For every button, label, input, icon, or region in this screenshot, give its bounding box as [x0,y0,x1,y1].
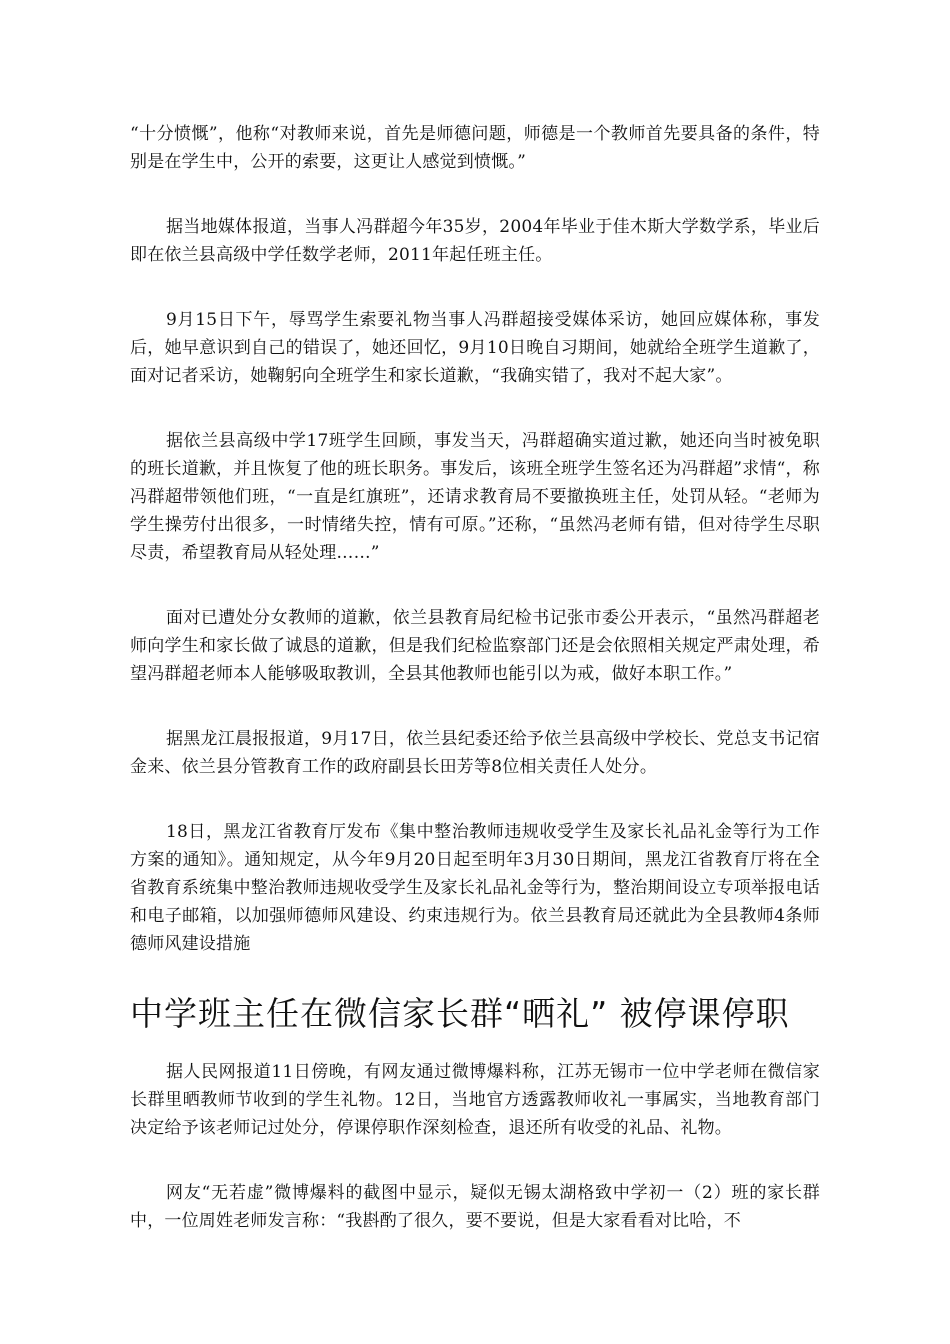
paragraph-apology: 9月15日下午，辱骂学生索要礼物当事人冯群超接受媒体采访，她回应媒体称，事发后，她早意识到自己的错误了，她还回忆，9月10日晚自习期间，她就给全班学生道歉了，面对记者采访，她鞠躬向全班学生和家长道歉，“我确实错了，我对不起大家”。 [130,310,820,386]
paragraph-teacher-quote: “十分愤慨”，他称“对教师来说，首先是师德问题，师德是一个教师首先要具备的条件，特别是在学生中，公开的索要，这更让人感觉到愤慨。” [130,124,820,172]
paragraph-student-plea: 据依兰县高级中学17班学生回顾，事发当天，冯群超确实道过歉，她还向当时被免职的班长道歉，并且恢复了他的班长职务。事发后，该班全班学生签名还为冯群超”求情“，称冯群超带领他们班，“一直是红旗班”，还请求教育局不要撤换班主任，处罚从轻。“老师为学生操劳付出很多，一时情绪失控，情有可原。”还称，“虽然冯老师有错，但对待学生尽职尽责，希望教育局从轻处理……” [130,431,820,563]
paragraph-officials-punished: 据黑龙江晨报报道，9月17日，依兰县纪委还给予依兰县高级中学校长、党总支书记宿金来、依兰县分管教育工作的政府副县长田芳等8位相关责任人处分。 [130,729,820,777]
paragraph-background: 据当地媒体报道，当事人冯群超今年35岁，2004年毕业于佳木斯大学数学系，毕业后即在依兰县高级中学任数学老师，2011年起任班主任。 [130,217,820,265]
paragraph-wuxi-report: 据人民网报道11日傍晚，有网友通过微博爆料称，江苏无锡市一位中学老师在微信家长群里晒教师节收到的学生礼物。12日，当地官方透露教师收礼一事属实，当地教育部门决定给予该老师记过处分，停课停职作深刻检查，退还所有收受的礼品、礼物。 [130,1062,820,1138]
paragraph-weibo-screenshot: 网友“无若虚”微博爆料的截图中显示，疑似无锡太湖格致中学初一（2）班的家长群中，一位周姓老师发言称：“我斟酌了很久，要不要说，但是大家看看对比哈，不 [130,1183,820,1231]
paragraph-provincial-notice: 18日，黑龙江省教育厅发布《集中整治教师违规收受学生及家长礼品礼金等行为工作方案的通知》。通知规定，从今年9月20日起至明年3月30日期间，黑龙江省教育厅将在全省教育系统集中整治教师违规收受学生及家长礼品礼金等行为，整治期间设立专项举报电话和电子邮箱，以加强师德师风建设、约束违规行为。依兰县教育局还就此为全县教师4条师德师风建设措施 [130,822,820,954]
document-page [130,120,820,1235]
section-heading: 中学班主任在微信家长群“晒礼” 被停课停职 [130,994,790,1033]
paragraph-discipline-statement: 面对已遭处分女教师的道歉，依兰县教育局纪检书记张市委公开表示，“虽然冯群超老师向学生和家长做了诚恳的道歉，但是我们纪检监察部门还是会依照相关规定严肃处理，希望冯群超老师本人能够吸取教训，全县其他教师也能引以为戒，做好本职工作。” [130,608,820,684]
